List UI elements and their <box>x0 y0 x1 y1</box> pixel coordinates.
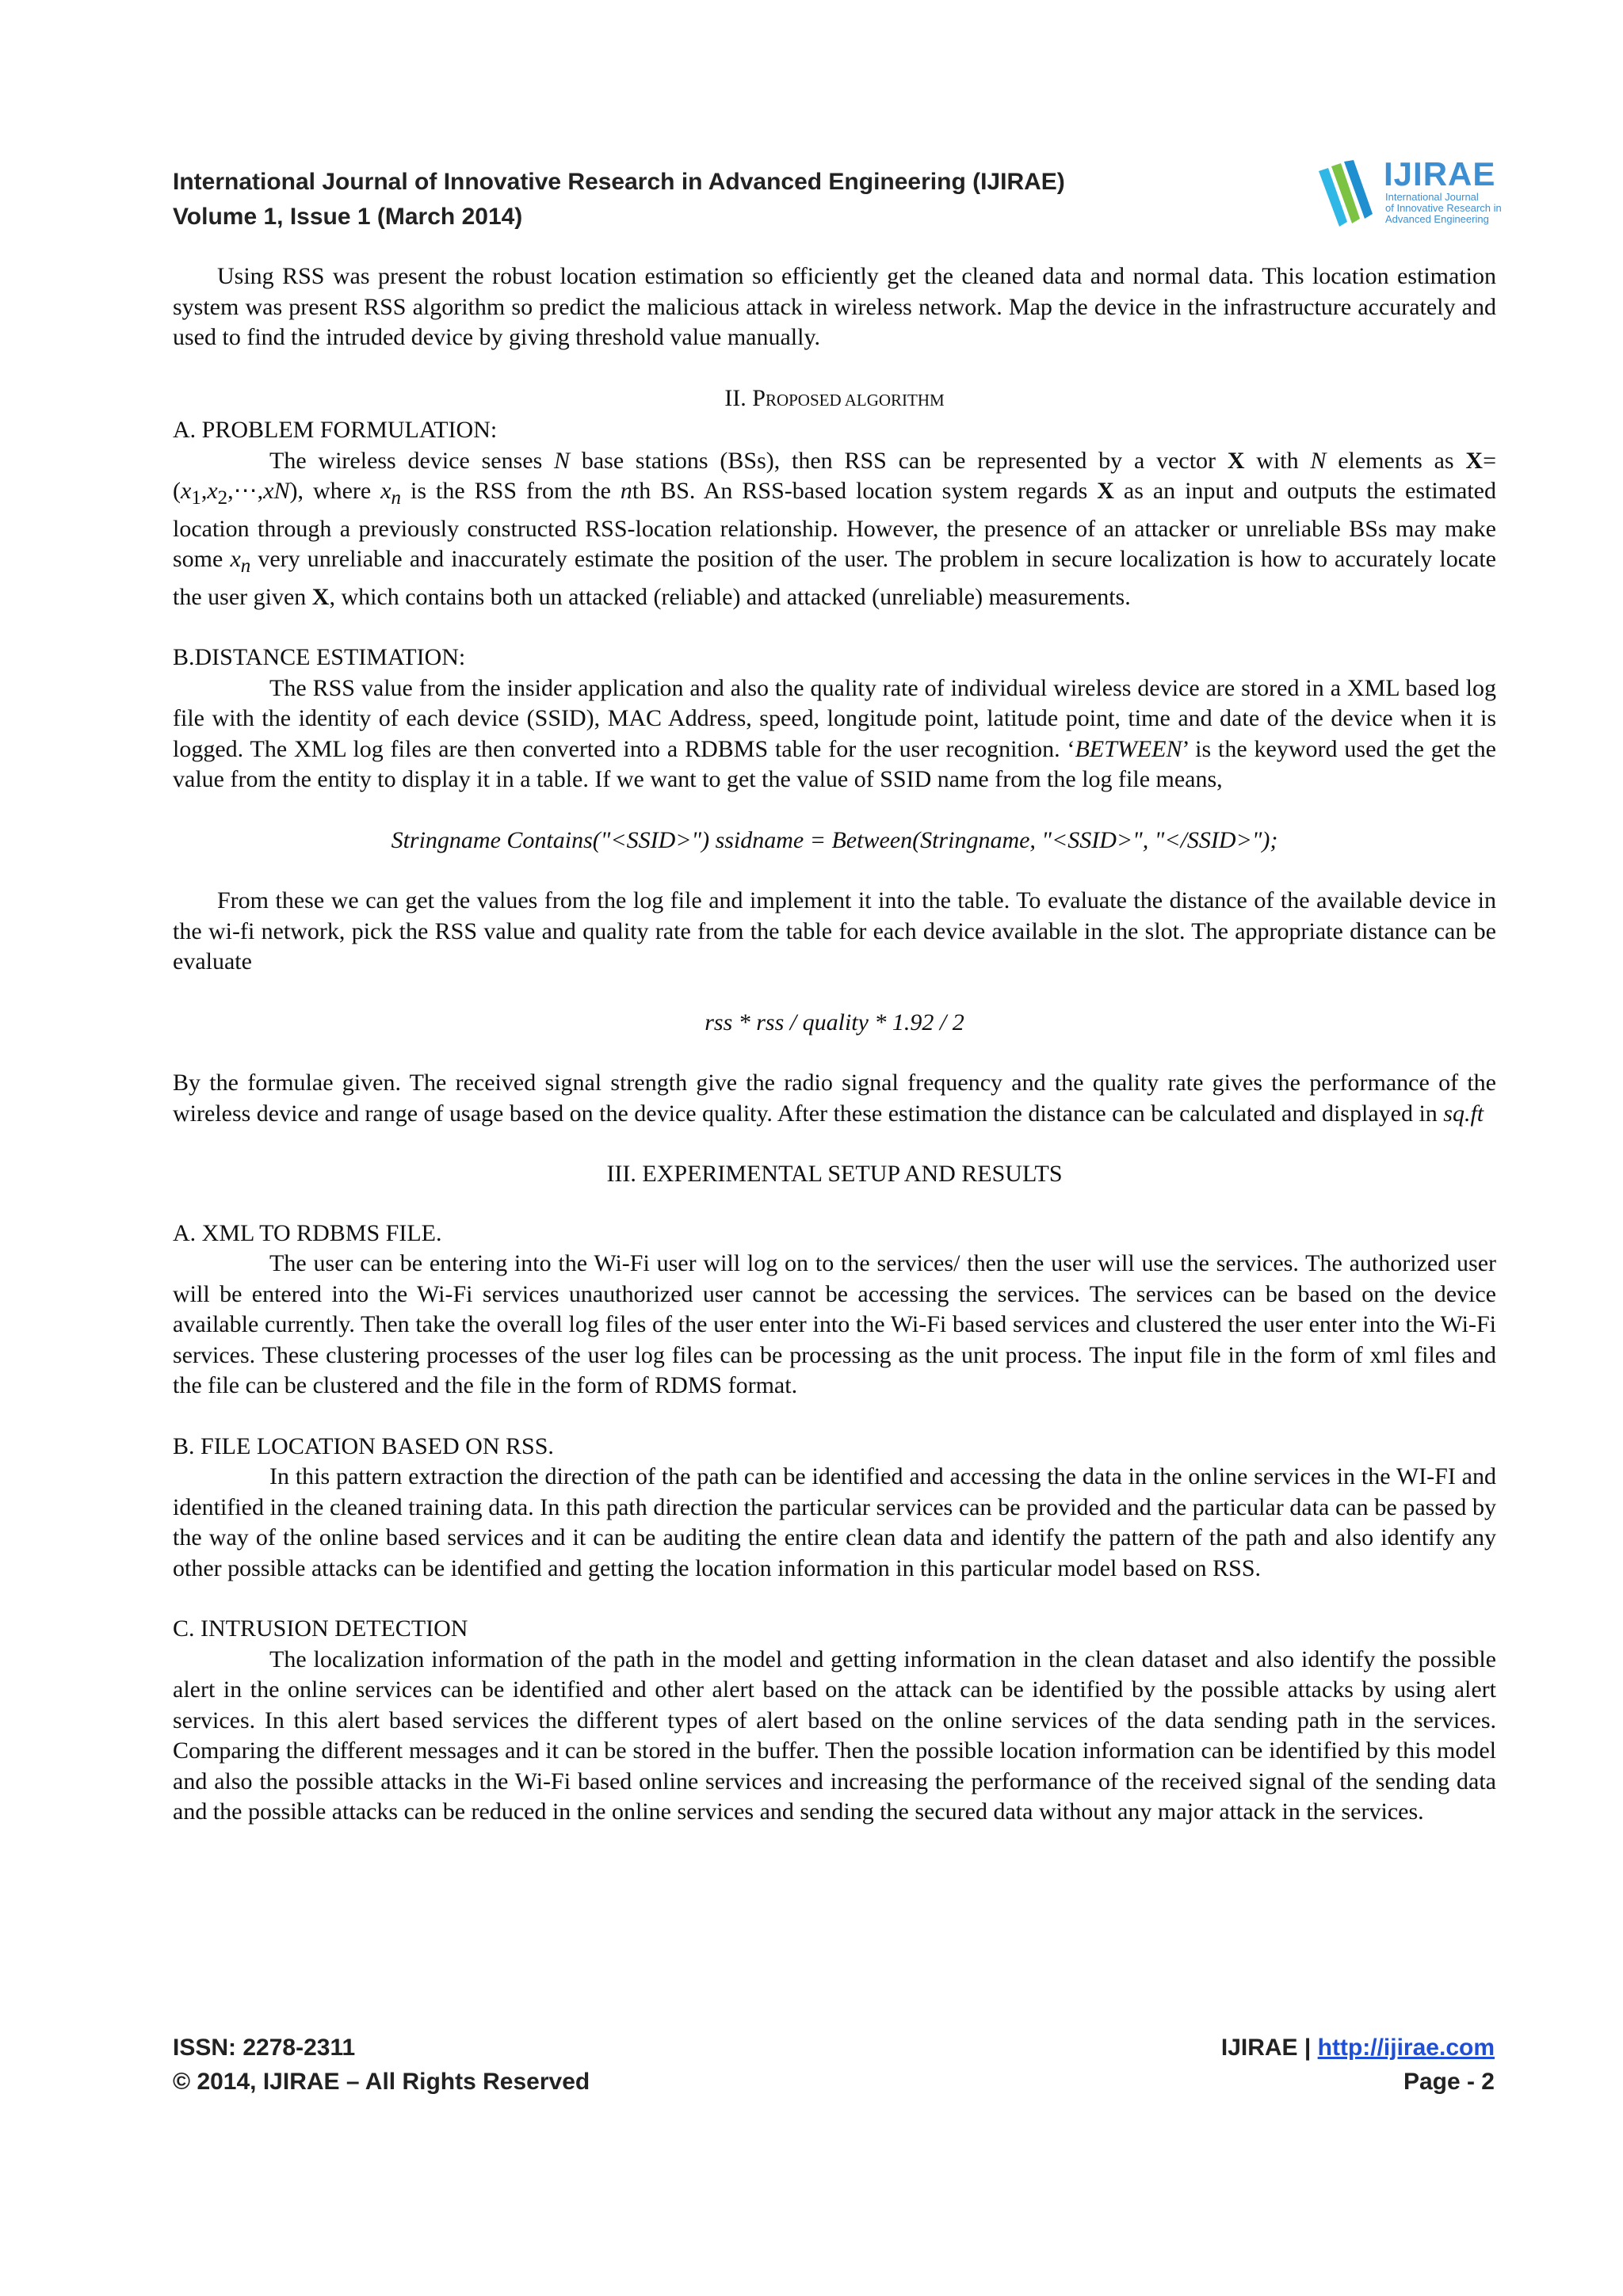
subsection-heading-problem-formulation: A. PROBLEM FORMULATION: <box>173 417 498 443</box>
subsection-heading-file-location: B. FILE LOCATION BASED ON RSS. <box>173 1432 554 1459</box>
footer-right <box>1221 2031 1495 2099</box>
journal-header <box>173 165 1065 235</box>
distance-formula: rss * rss / quality * 1.92 / 2 <box>705 1009 964 1035</box>
distance-method-paragraph: From these we can get the values from the log file and implement it into the table. To evaluate the distance of the available device in the wi-fi network, pick the RSS value and quality rate from the table for each device available in the slot. The appropriate distance can be evaluate <box>173 887 1496 974</box>
subsection-heading-intrusion-detection: C. INTRUSION DETECTION <box>173 1615 468 1642</box>
xml-to-rdbms-paragraph: The user can be entering into the Wi-Fi user will log on to the services/ then the user will use the services. The authorized user will be entered into the Wi-Fi services unauthorized user cannot be accessing the services. The services can be based on the device available currently. Then take the overall log files of the user enter into the Wi-Fi based services and clustered the user enter into the Wi-Fi services. These clustering processes of the user log files can be processing as the unit process. The input file in the form of xml files and the file can be clustered and the file in the form of RDMS format. <box>173 1250 1496 1398</box>
logo-stripes-icon <box>1316 160 1382 231</box>
subsection-heading-xml-to-rdbms: A. XML TO RDBMS FILE. <box>173 1219 442 1246</box>
page-number: Page - 2 <box>1403 2069 1495 2095</box>
issn-label: ISSN: 2278-2311 <box>173 2035 356 2061</box>
copyright-label: © 2014, IJIRAE – All Rights Reserved <box>173 2069 590 2095</box>
site-line <box>1221 2031 1495 2065</box>
logo-subtitle-line: Advanced Engineering <box>1385 213 1489 225</box>
section-heading-experimental-setup: III. EXPERIMENTAL SETUP AND RESULTS <box>606 1161 1063 1187</box>
ssid-formula: Stringname Contains("<SSID>") ssidname = Between(Stringname, "<SSID>", "</SSID>"); <box>391 826 1278 853</box>
ijirae-logo <box>1316 155 1502 235</box>
distance-estimation-paragraph: The RSS value from the insider application and also the quality rate of individual wireless device are stored in a XML based log file with the identity of each device (SSID), MAC Address, speed, longitude point, latitude point, time and date of the device when it is logged. The XML log files are then converted into a RDBMS table for the user recognition. ‘BETWEEN’ is the keyword used the get the value from the entity to display it in a table. If we want to get the value of SSID name from the log file means, <box>173 674 1496 792</box>
logo-wordmark: IJIRAE <box>1384 155 1496 193</box>
intrusion-detection-paragraph: The localization information of the path in the model and getting information in the clean dataset and also identify the possible alert in the online services can be identified and other alert based on the attack can be identified by the possible attacks by using alert services. In this alert based services the different types of alert based on the online services of the data sending path in the services. Comparing the different messages and it can be stored in the buffer. Then the possible location information can be identified by this model and also the possible attacks in the Wi-Fi based online services and increasing the performance of the received signal of the sending data and the possible attacks can be reduced in the online services and sending the secured data without any major attack in the services. <box>173 1646 1496 1825</box>
logo-subtitle-line: of Innovative Research in <box>1385 202 1502 214</box>
problem-formulation-paragraph: The wireless device senses N base stations (BSs), then RSS can be represented by a vector X with N elements as $X=(x_1,x_2,\cdots,xN)$, where $x_n$ is the RSS from the nth BS. An RSS-based location system regards X as an input and outputs the estimated location through a previously constructed RSS-location relationship. However, the presence of an attacker or unreliable BSs may make some $x_n$ very unreliable and inaccurately estimate the position of the user. The problem in secure localization is how to accurately locate the user given X, which contains both un attacked (reliable) and attacked (unreliable) measurements. <box>173 447 1497 610</box>
file-location-paragraph: In this pattern extraction the direction of the path can be identified and accessing the data in the online services in the WI-FI and identified in the cleaned training data. In this path direction the particular services can be provided and the particular data can be passed by the way of the online based services and it can be auditing the entire clean data and identify the pattern of the path and also identify any other possible attacks can be identified and getting the location information in this particular model based on RSS. <box>173 1463 1496 1581</box>
intro-paragraph: Using RSS was present the robust location estimation so efficiently get the cleaned data and normal data. This location estimation system was present RSS algorithm so predict the malicious attack in wireless network. Map the device in the infrastructure accurately and used to find the intruded device by giving threshold value manually. <box>173 263 1496 350</box>
logo-subtitle <box>1385 192 1502 225</box>
formula-explanation-paragraph: By the formulae given. The received signal strength give the radio signal frequency and the quality rate gives the performance of the wireless device and range of usage based on the device quality. After these estimation the distance can be calculated and displayed in sq.ft <box>173 1070 1496 1127</box>
footer-left <box>173 2031 590 2099</box>
section-title-smallcaps: ROPOSED ALGORITHM <box>765 390 945 410</box>
journal-link[interactable]: http://ijirae.com <box>1317 2035 1495 2061</box>
logo-subtitle-line: International Journal <box>1385 191 1479 203</box>
subsection-heading-distance-estimation: B.DISTANCE ESTIMATION: <box>173 644 466 670</box>
journal-volume: Volume 1, Issue 1 (March 2014) <box>173 204 523 230</box>
page-body <box>173 261 1496 1828</box>
section-heading-proposed-algorithm <box>173 383 1496 416</box>
journal-title: International Journal of Innovative Research in Advanced Engineering (IJIRAE) <box>173 169 1065 195</box>
section-number: II. P <box>724 384 766 411</box>
site-prefix: IJIRAE | <box>1220 2035 1318 2061</box>
